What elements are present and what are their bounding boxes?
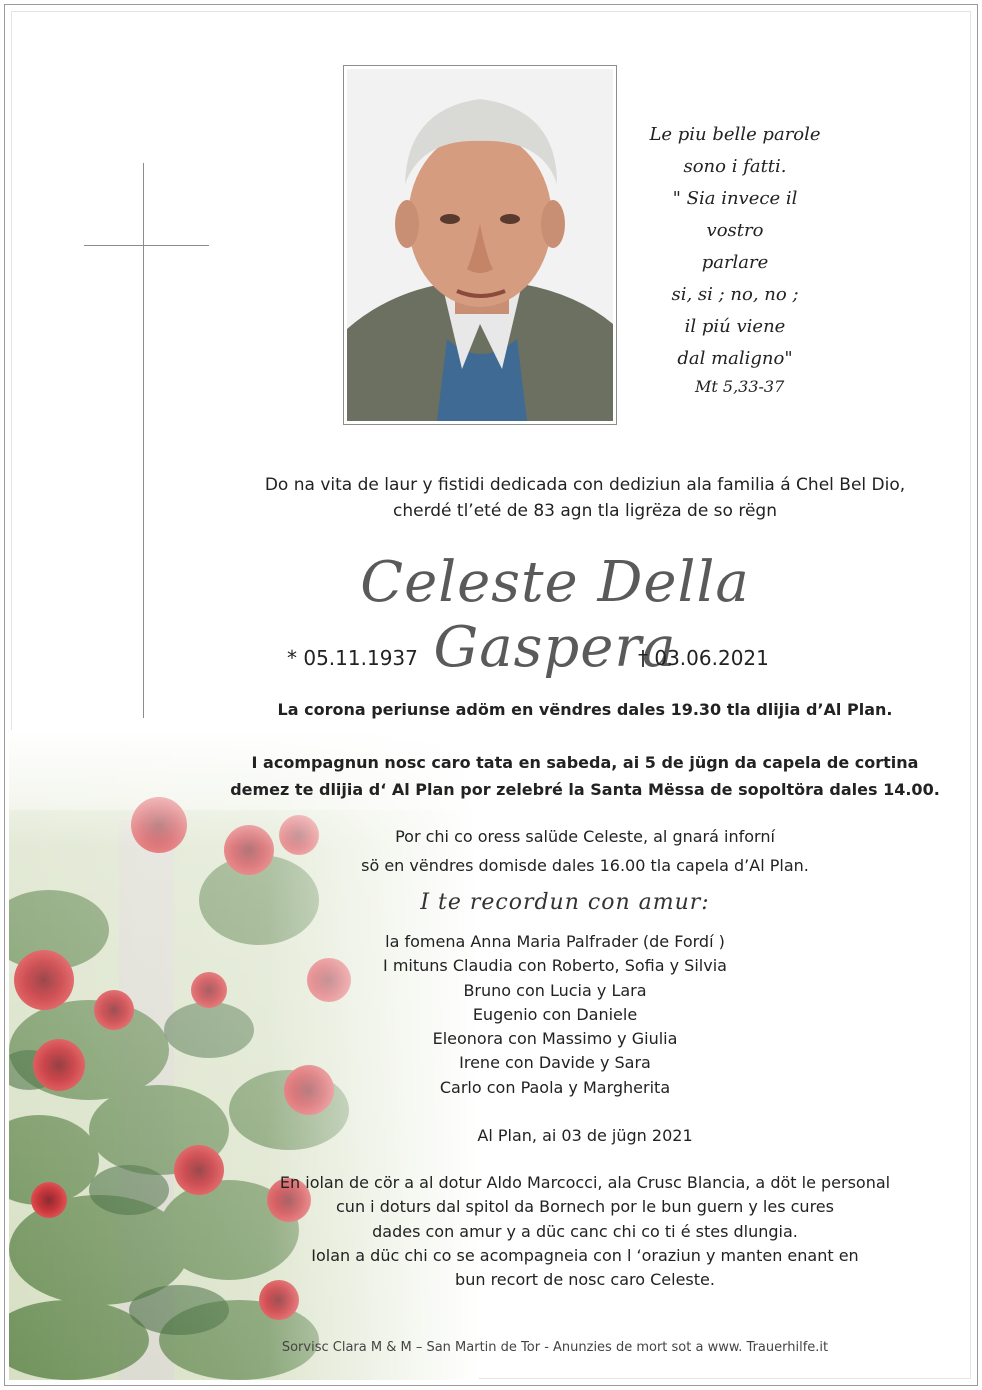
mourners-heading: I te recordun con amur: bbox=[420, 890, 710, 915]
funeral-line: demez te dlijia d‘ Al Plan por zelebré la Santa Mëssa de sopoltöra dales 14.00. bbox=[230, 780, 940, 799]
farewell-line: sö en vëndres domisde dales 16.00 tla capela d’Al Plan. bbox=[361, 856, 809, 875]
death-date: † 03.06.2021 bbox=[638, 646, 769, 670]
thanks-line: En iolan de cör a al dotur Aldo Marcocci, ala Crusc Blancia, a döt le personal bbox=[279, 1173, 891, 1192]
quote-line: " Sia invece il vostro bbox=[672, 188, 798, 241]
cross-horizontal bbox=[84, 245, 209, 246]
mourner-entry: Eleonora con Massimo y Giulia bbox=[432, 1029, 678, 1049]
quote-line: si, si ; no, no ; bbox=[671, 284, 799, 305]
thanks-line: cun i doturs dal spitol da Bornech por le bun guern y les cures bbox=[336, 1197, 834, 1217]
quote-line: il piú viene bbox=[684, 316, 786, 337]
quote-line: sono i fatti. bbox=[683, 156, 787, 177]
intro-text bbox=[205, 472, 965, 524]
mourner-entry: I mituns Claudia con Roberto, Sofia y Silvia bbox=[383, 956, 727, 976]
intro-line: cherdé tl’eté de 83 agn tla ligrëza de so rëgn bbox=[392, 501, 777, 521]
thanks-line: bun recort de nosc caro Celeste. bbox=[455, 1270, 715, 1290]
obituary-page bbox=[4, 4, 978, 1386]
farewell-notice bbox=[205, 822, 965, 880]
thanks-line: Iolan a düc chi co se acompagneia con l ‘oraziun y manten enant en bbox=[311, 1245, 859, 1265]
portrait-photo bbox=[347, 69, 613, 421]
thanks-text bbox=[205, 1171, 965, 1292]
quote-line: dal maligno" bbox=[677, 348, 793, 369]
mourner-entry: Irene con Davide y Sara bbox=[459, 1053, 651, 1073]
funeral-notice bbox=[205, 749, 965, 803]
place-date: Al Plan, ai 03 de jügn 2021 bbox=[477, 1126, 693, 1145]
intro-line: Do na vita de laur y fistidi dedicada con dediziun ala familia á Chel Bel Dio, bbox=[264, 475, 906, 495]
footer-credit: Sorvisc Clara M & M – San Martin de Tor - Anunzies de mort sot a www. Trauerhilfe.it bbox=[281, 1340, 829, 1355]
cross-vertical bbox=[143, 163, 144, 718]
farewell-line: Por chi co oress salüde Celeste, al gnará inforní bbox=[395, 827, 775, 846]
quote-line: parlare bbox=[701, 252, 769, 273]
bible-quote bbox=[645, 119, 825, 375]
portrait-frame bbox=[343, 65, 617, 425]
birth-date: * 05.11.1937 bbox=[287, 646, 418, 670]
funeral-line: I acompagnun nosc caro tata en sabeda, ai 5 de jügn da capela de cortina bbox=[251, 753, 919, 772]
quote-reference: Mt 5,33-37 bbox=[695, 377, 785, 396]
rosary-notice: La corona periunse adöm en vëndres dales 19.30 tla dlijia d’Al Plan. bbox=[277, 700, 893, 719]
mourner-entry: la fomena Anna Maria Palfrader (de Fordí ) bbox=[385, 932, 725, 951]
mourner-entry: Bruno con Lucia y Lara bbox=[463, 980, 647, 1000]
thanks-line: dades con amur y a düc canc chi co ti é stes dlungia. bbox=[372, 1221, 798, 1241]
quote-line: Le piu belle parole bbox=[649, 124, 821, 145]
mourner-entry: Eugenio con Daniele bbox=[472, 1004, 638, 1024]
deceased-name: Celeste Della Gaspera bbox=[360, 550, 750, 680]
mourners-list bbox=[335, 930, 775, 1100]
mourner-entry: Carlo con Paola y Margherita bbox=[439, 1077, 671, 1097]
